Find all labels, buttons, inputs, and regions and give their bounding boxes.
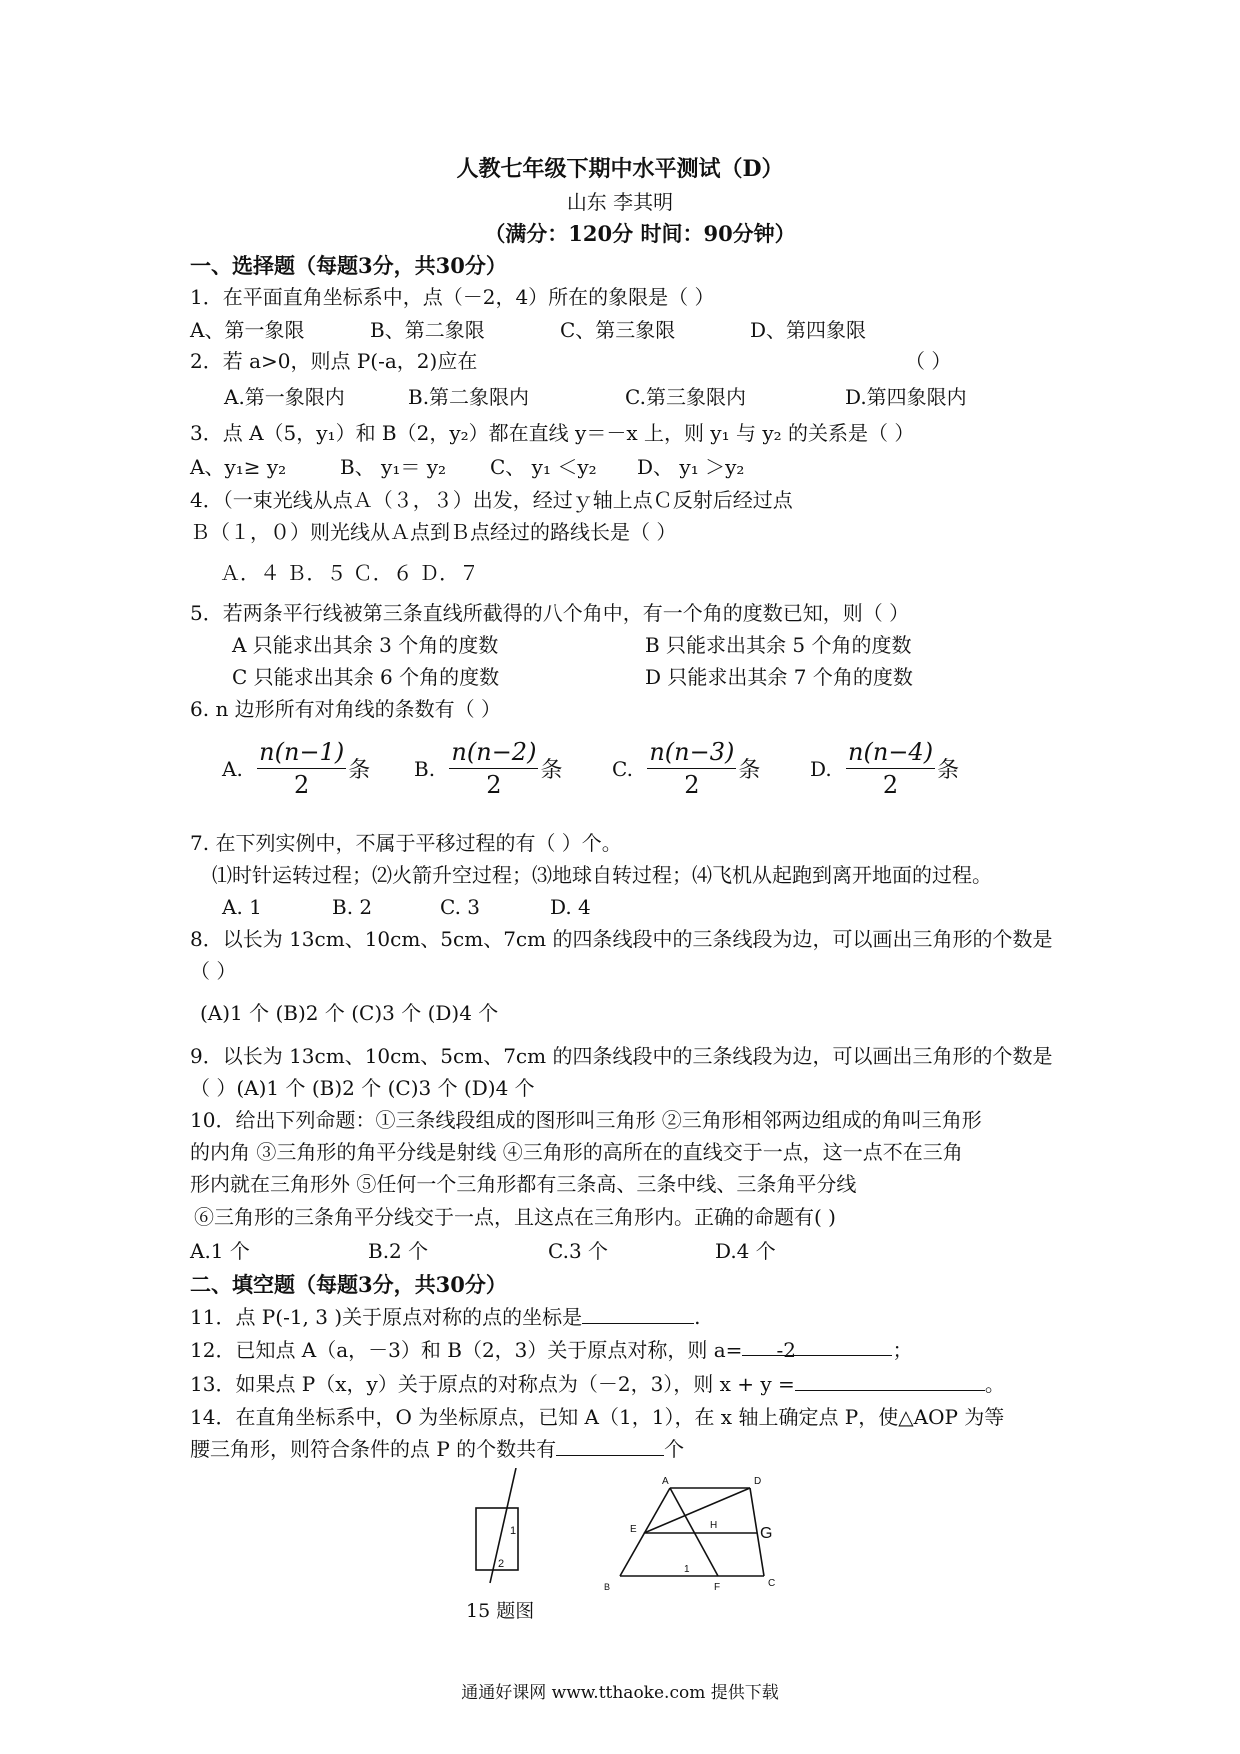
trap-label-a: A	[662, 1476, 669, 1487]
exam-title: 人教七年级下期中水平测试（D）	[456, 156, 784, 182]
fig15-caption: 15 题图	[466, 1600, 535, 1622]
q11-line	[190, 1304, 701, 1330]
q7-option-c: C. 3	[440, 895, 481, 919]
section-1-heading: 一、选择题（每题3分，共30分）	[190, 253, 507, 278]
trap-label-h: H	[710, 1520, 718, 1531]
q3-stem: 3．点 A（5，y₁）和 B（2，y₂）都在直线 y＝－x 上，则 y₁ 与 y₂ 的关系是（ ）	[190, 421, 915, 445]
q5-option-b: B 只能求出其余 5 个角的度数	[645, 633, 912, 657]
q7-option-d: D. 4	[550, 895, 591, 919]
q6-option-a-unit: 条	[348, 758, 371, 783]
q6-option-d-unit: 条	[937, 758, 960, 783]
q5-option-c: C 只能求出其余 6 个角的度数	[232, 665, 500, 689]
trap-label-d: D	[754, 1476, 762, 1487]
q13-stem: 13．如果点 P（x，y）关于原点的对称点为（－2，3），则 x + y =	[190, 1372, 795, 1396]
q12-end: ；	[892, 1338, 913, 1362]
q6-option-b-numerator: n(n−2)	[449, 738, 538, 769]
q3-option-d: D、 y₁ ＞y₂	[637, 455, 745, 479]
q14-line1: 14．在直角坐标系中，O 为坐标原点，已知 A（1，1），在 x 轴上确定点 P，使△AOP 为等	[190, 1405, 1005, 1429]
q11-answer-blank[interactable]	[582, 1305, 694, 1324]
q7-option-b: B. 2	[332, 895, 373, 919]
trapezoid-diagram	[600, 1470, 800, 1600]
fig15-angle-1-label: 1	[510, 1525, 517, 1537]
q7-option-a: A. 1	[222, 895, 262, 919]
q6-option-a-numerator: n(n−1)	[257, 738, 346, 769]
q14-answer-blank[interactable]	[556, 1437, 664, 1456]
q6-option-c-unit: 条	[738, 758, 761, 783]
q1-option-d: D、第四象限	[750, 318, 867, 342]
trap-segment-de	[644, 1488, 750, 1533]
q6-option-d-label: D.	[810, 756, 832, 781]
q7-stem: 7. 在下列实例中，不属于平移过程的有（ ）个。	[190, 831, 622, 855]
q2-option-d: D.第四象限内	[845, 385, 967, 409]
q6-option-d-denominator: 2	[882, 771, 899, 799]
q7-list: ⑴时针运转过程；⑵火箭升空过程；⑶地球自转过程；⑷飞机从起跑到离开地面的过程。	[212, 863, 992, 887]
q2-paren: （ ）	[905, 349, 952, 373]
q3-option-b: B、 y₁＝ y₂	[340, 455, 447, 479]
q10-line4: ⑥三角形的三条角平分线交于一点，且这点在三角形内。正确的命题有( )	[194, 1205, 836, 1229]
q6-option-c-denominator: 2	[684, 771, 700, 799]
fig15-parallel-lines-diagram	[460, 1468, 580, 1598]
trap-segment-af	[670, 1488, 718, 1576]
trap-label-b: B	[604, 1582, 611, 1592]
q14-line2	[190, 1436, 684, 1462]
q6-option-b-label: B.	[414, 756, 436, 781]
q14-stem: 腰三角形，则符合条件的点 P 的个数共有	[190, 1437, 557, 1461]
q12-answer-blank[interactable]	[742, 1337, 892, 1362]
q6-option-d-numerator: n(n−4)	[846, 738, 935, 769]
q13-answer-blank[interactable]	[795, 1372, 985, 1391]
q4-options: Ａ．４ Ｂ．５ Ｃ．６ Ｄ．７	[220, 561, 480, 585]
q5-option-d: D 只能求出其余 7 个角的度数	[645, 665, 913, 689]
q2-option-c: C.第三象限内	[625, 385, 746, 409]
q11-stem: 11．点 P(-1, 3 )关于原点对称的点的坐标是	[190, 1305, 583, 1329]
fig15-angle-2-label: 2	[498, 1558, 505, 1570]
q10-option-a: A.1 个	[190, 1239, 250, 1263]
q2-option-b: B.第二象限内	[408, 385, 530, 409]
q1-option-c: C、第三象限	[560, 318, 676, 342]
q10-option-b: B.2 个	[368, 1239, 429, 1263]
q5-option-a: A 只能求出其余 3 个角的度数	[232, 633, 499, 657]
q12-answer-text: -2	[776, 1338, 796, 1362]
q10-line1: 10．给出下列命题：①三条线段组成的图形叫三角形 ②三角形相邻两边组成的角叫三角形	[190, 1108, 982, 1132]
fig15-rectangle	[476, 1508, 518, 1570]
q9-line2: （ ）(A)1 个 (B)2 个 (C)3 个 (D)4 个	[190, 1076, 535, 1100]
footer-download-note: 通通好课网 www.tthaoke.com 提供下载	[461, 1683, 779, 1703]
q10-line2: 的内角 ③三角形的角平分线是射线 ④三角形的高所在的直线交于一点，这一点不在三角	[190, 1140, 963, 1164]
q6-option-b-unit: 条	[540, 758, 563, 783]
q8-stem: 8．以长为 13cm、10cm、5cm、7cm 的四条线段中的三条线段为边，可以画出三角形的个数是	[190, 927, 1053, 951]
trap-label-g: G	[760, 1525, 773, 1542]
q4-stem-line2: Ｂ（１，０）则光线从Ａ点到Ｂ点经过的路线长是（ ）	[190, 520, 677, 544]
exam-info: （满分：120分 时间：90分钟）	[484, 221, 796, 246]
q6-option-c-fraction	[647, 738, 736, 799]
q10-option-c: C.3 个	[548, 1239, 609, 1263]
q6-stem: 6. n 边形所有对角线的条数有（ ）	[190, 697, 502, 721]
q6-option-a-denominator: 2	[294, 771, 310, 799]
q6-option-a	[222, 738, 370, 799]
q12-stem: 12．已知点 A（a，－3）和 B（2，3）关于原点对称，则 a=	[190, 1338, 743, 1362]
trap-label-e: E	[630, 1524, 637, 1535]
q6-option-d	[810, 738, 959, 799]
q13-end: 。	[984, 1372, 1005, 1396]
q6-option-a-fraction	[257, 738, 346, 799]
q3-option-c: C、 y₁ ＜y₂	[490, 455, 597, 479]
q1-option-b: B、第二象限	[370, 318, 485, 342]
q3-option-a: A、y₁≥ y₂	[190, 455, 287, 479]
trap-angle-1-label: 1	[684, 1564, 690, 1575]
q1-stem: 1．在平面直角坐标系中，点（－2，4）所在的象限是（ ）	[190, 285, 715, 309]
q2-option-a: A.第一象限内	[224, 385, 345, 409]
q6-option-c-label: C.	[612, 756, 633, 781]
trap-label-f: F	[714, 1582, 721, 1593]
q5-stem: 5．若两条平行线被第三条直线所截得的八个角中，有一个角的度数已知，则（ ）	[190, 601, 910, 625]
q13-line	[190, 1371, 1005, 1397]
exam-author: 山东 李其明	[566, 190, 674, 214]
q9-stem: 9．以长为 13cm、10cm、5cm、7cm 的四条线段中的三条线段为边，可以画出三角形的个数是	[190, 1044, 1053, 1068]
q10-option-d: D.4 个	[715, 1239, 776, 1263]
q4-stem-line1: 4．（一束光线从点Ａ（３，３）出发，经过ｙ轴上点Ｃ反射后经过点	[190, 488, 793, 512]
q10-line3: 形内就在三角形外 ⑤任何一个三角形都有三条高、三条中线、三条角平分线	[190, 1172, 857, 1196]
q6-option-a-label: A.	[222, 756, 243, 781]
q6-option-b-denominator: 2	[486, 771, 502, 799]
trap-label-c: C	[768, 1578, 776, 1589]
q6-option-c	[612, 738, 760, 799]
q8-options: (A)1 个 (B)2 个 (C)3 个 (D)4 个	[200, 1001, 499, 1025]
q6-option-b-fraction	[449, 738, 538, 799]
q1-option-a: A、第一象限	[190, 318, 305, 342]
q14-end: 个	[664, 1437, 685, 1461]
q8-paren: （ ）	[190, 959, 237, 983]
q6-option-b	[414, 738, 562, 799]
q6-option-d-fraction	[846, 738, 935, 799]
q2-stem: 2．若 a>0，则点 P(-a，2)应在	[190, 349, 478, 373]
section-2-heading: 二、填空题（每题3分，共30分）	[190, 1272, 507, 1297]
q11-end: .	[694, 1305, 701, 1329]
q12-line	[190, 1337, 912, 1363]
q6-option-c-numerator: n(n−3)	[647, 738, 736, 769]
